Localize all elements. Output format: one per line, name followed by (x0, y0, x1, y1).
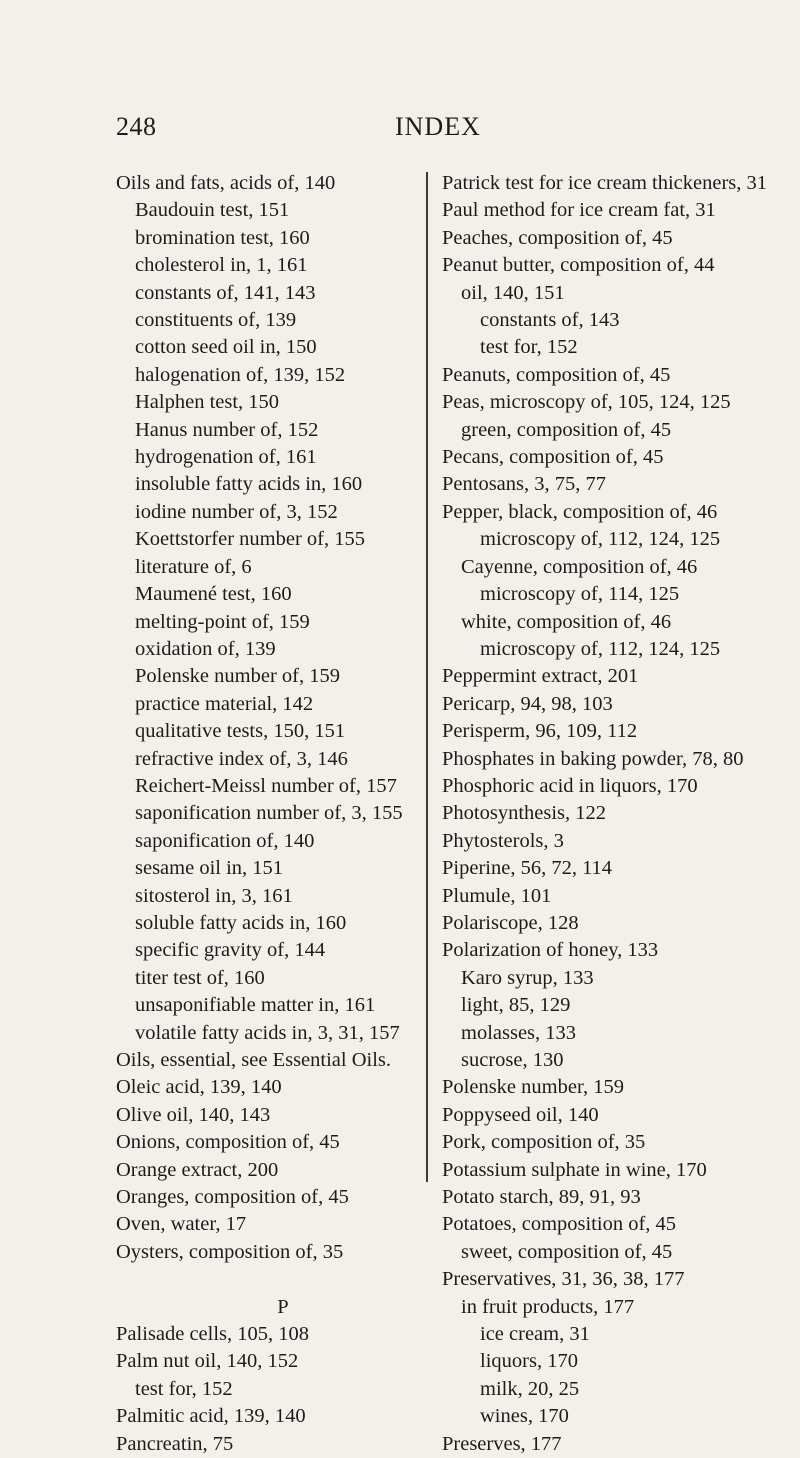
index-subentry: Cayenne, composition of, 46 (461, 555, 698, 578)
index-entry: Oven, water, 17 (116, 1213, 247, 1236)
page-header (0, 112, 800, 152)
index-entry: Peanut butter, composition of, 44 (442, 254, 715, 277)
index-entry: Preserves, 177 (442, 1432, 562, 1455)
index-subentry: ice cream, 31 (480, 1323, 590, 1346)
index-subentry: Reichert-Meissl number of, 157 (135, 774, 397, 797)
index-entry: Pericarp, 94, 98, 103 (442, 692, 613, 715)
index-entry: Potatoes, composition of, 45 (442, 1213, 677, 1236)
index-entry: Polarization of honey, 133 (442, 939, 659, 962)
index-entry: Orange extract, 200 (116, 1158, 279, 1181)
index-subentry: light, 85, 129 (461, 994, 571, 1017)
index-entry: Phosphates in baking powder, 78, 80 (442, 747, 744, 770)
index-entry: Patrick test for ice cream thickeners, 31 (442, 172, 768, 194)
index-entry: Olive oil, 140, 143 (116, 1103, 271, 1126)
index-subentry: in fruit products, 177 (461, 1295, 635, 1318)
index-entry: Polenske number, 159 (442, 1076, 624, 1099)
index-entry: Polariscope, 128 (442, 911, 579, 934)
index-subentry: cholesterol in, 1, 161 (135, 254, 308, 277)
index-entry: Peaches, composition of, 45 (442, 226, 673, 249)
index-subentry: wines, 170 (480, 1405, 569, 1428)
index-subentry: Koettstorfer number of, 155 (135, 528, 365, 551)
index-subentry: practice material, 142 (135, 692, 314, 715)
index-subentry: Baudouin test, 151 (135, 199, 290, 222)
index-entry: Piperine, 56, 72, 114 (442, 857, 613, 880)
index-column-right (442, 170, 792, 1458)
index-entry: Peppermint extract, 201 (442, 665, 639, 688)
section-letter-heading: P (277, 1295, 289, 1318)
index-subentry: sucrose, 130 (461, 1049, 564, 1071)
index-entry: Peanuts, composition of, 45 (442, 363, 671, 386)
index-subentry: iodine number of, 3, 152 (135, 500, 338, 523)
index-entry: Pepper, black, composition of, 46 (442, 500, 718, 523)
index-subentry: sitosterol in, 3, 161 (135, 884, 293, 907)
index-subentry: Hanus number of, 152 (135, 418, 319, 441)
index-subentry: refractive index of, 3, 146 (135, 747, 348, 770)
page-number: 248 (116, 112, 157, 141)
running-head: INDEX (395, 112, 481, 141)
index-entry: Paul method for ice cream fat, 31 (442, 199, 716, 222)
index-entry: Pentosans, 3, 75, 77 (442, 473, 606, 496)
index-entry: Phosphoric acid in liquors, 170 (442, 774, 698, 797)
index-subentry: melting-point of, 159 (135, 610, 310, 633)
index-subentry: sweet, composition of, 45 (461, 1240, 673, 1263)
index-entry: Oysters, composition of, 35 (116, 1240, 344, 1263)
index-subentry: test for, 152 (480, 336, 578, 359)
index-subentry: green, composition of, 45 (461, 418, 672, 441)
index-entry: Potato starch, 89, 91, 93 (442, 1186, 641, 1209)
index-subentry: microscopy of, 114, 125 (480, 583, 680, 606)
index-subentry: microscopy of, 112, 124, 125 (480, 637, 721, 660)
index-entry: Oranges, composition of, 45 (116, 1186, 349, 1209)
index-entry: Phytosterols, 3 (442, 829, 564, 852)
column-divider (426, 172, 428, 1182)
index-entry: Oils and fats, acids of, 140 (116, 172, 336, 194)
index-subentry: hydrogenation of, 161 (135, 446, 317, 469)
index-entry: Palisade cells, 105, 108 (116, 1323, 310, 1346)
index-subentry: literature of, 6 (135, 555, 252, 578)
index-subentry: constants of, 143 (480, 309, 620, 332)
index-entry: Perisperm, 96, 109, 112 (442, 720, 638, 743)
index-subentry: liquors, 170 (480, 1350, 578, 1373)
index-entry: Peas, microscopy of, 105, 124, 125 (442, 391, 731, 414)
index-subentry: oxidation of, 139 (135, 637, 276, 660)
index-entry: Palm nut oil, 140, 152 (116, 1350, 299, 1373)
index-subentry: titer test of, 160 (135, 966, 265, 989)
index-entry: Preservatives, 31, 36, 38, 177 (442, 1268, 685, 1291)
index-subentry: Maumené test, 160 (135, 583, 292, 606)
index-subentry: Halphen test, 150 (135, 391, 280, 414)
index-subentry: halogenation of, 139, 152 (135, 363, 346, 386)
index-subentry: milk, 20, 25 (480, 1377, 580, 1400)
index-subentry: molasses, 133 (461, 1021, 577, 1044)
index-entry: Oils, essential, see Essential Oils. (116, 1049, 391, 1071)
index-subentry: qualitative tests, 150, 151 (135, 720, 346, 743)
index-subentry: unsaponifiable matter in, 161 (135, 994, 376, 1017)
index-subentry: microscopy of, 112, 124, 125 (480, 528, 721, 551)
index-subentry: test for, 152 (135, 1377, 233, 1400)
index-subentry: insoluble fatty acids in, 160 (135, 473, 363, 496)
index-subentry: bromination test, 160 (135, 226, 310, 249)
index-entry: Onions, composition of, 45 (116, 1131, 340, 1154)
index-entry: Pork, composition of, 35 (442, 1131, 646, 1154)
index-subentry: specific gravity of, 144 (135, 939, 326, 962)
index-entry: Palmitic acid, 139, 140 (116, 1405, 306, 1428)
index-subentry: saponification number of, 3, 155 (135, 802, 403, 825)
index-subentry: constituents of, 139 (135, 309, 297, 332)
index-subentry: Polenske number of, 159 (135, 665, 340, 688)
index-entry: Potassium sulphate in wine, 170 (442, 1158, 707, 1181)
index-subentry: sesame oil in, 151 (135, 857, 284, 880)
index-entry: Photosynthesis, 122 (442, 802, 607, 825)
index-entry: Poppyseed oil, 140 (442, 1103, 599, 1126)
index-entry: Plumule, 101 (442, 884, 552, 907)
index-entry: Pancreatin, 75 (116, 1432, 234, 1455)
index-subentry: constants of, 141, 143 (135, 281, 316, 304)
index-subentry: volatile fatty acids in, 3, 31, 157 (135, 1021, 400, 1044)
index-entry: Oleic acid, 139, 140 (116, 1076, 282, 1099)
index-subentry: white, composition of, 46 (461, 610, 672, 633)
index-subentry: oil, 140, 151 (461, 281, 565, 304)
index-subentry: soluble fatty acids in, 160 (135, 911, 347, 934)
index-entry: Pecans, composition of, 45 (442, 446, 664, 469)
index-subentry: saponification of, 140 (135, 829, 315, 852)
index-subentry: Karo syrup, 133 (461, 966, 594, 989)
index-subentry: cotton seed oil in, 150 (135, 336, 317, 359)
